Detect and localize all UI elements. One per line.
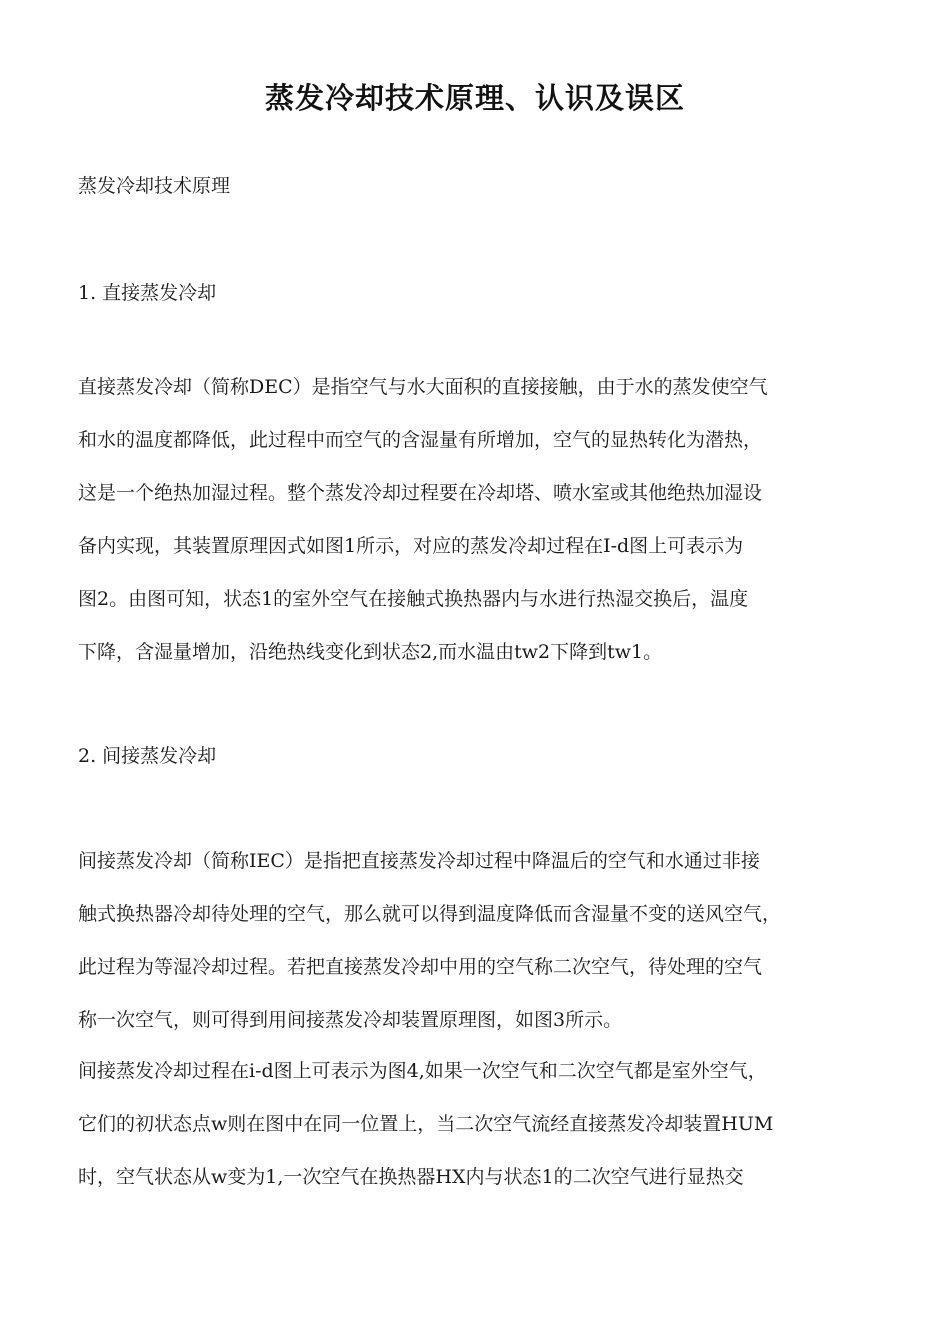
paragraph-line: 触式换热器冷却待处理的空气，那么就可以得到温度降低而含湿量不变的送风空气， — [78, 903, 782, 925]
paragraph-line: 这是一个绝热加湿过程。整个蒸发冷却过程要在冷却塔、喷水室或其他绝热加湿设 — [78, 482, 763, 504]
paragraph-line: 图2。由图可知，状态1的室外空气在接触式换热器内与水进行热湿交换后，温度 — [78, 588, 749, 610]
paragraph-line: 和水的温度都降低，此过程中而空气的含湿量有所增加，空气的显热转化为潜热， — [78, 429, 763, 451]
paragraph-line: 下降，含湿量增加，沿绝热线变化到状态2,而水温由tw2下降到tw1。 — [78, 641, 663, 663]
subsection-heading: 1. 直接蒸发冷却 — [78, 282, 217, 304]
paragraph-line: 间接蒸发冷却（简称IEC）是指把直接蒸发冷却过程中降温后的空气和水通过非接 — [78, 850, 760, 872]
subsection-heading: 2. 间接蒸发冷却 — [78, 745, 217, 767]
paragraph-line: 间接蒸发冷却过程在i-d图上可表示为图4,如果一次空气和二次空气都是室外空气， — [78, 1060, 767, 1082]
paragraph-line: 备内实现，其装置原理因式如图1所示，对应的蒸发冷却过程在I-d图上可表示为 — [78, 535, 744, 557]
paragraph-line: 直接蒸发冷却（简称DEC）是指空气与水大面积的直接接触，由于水的蒸发使空气 — [78, 376, 768, 398]
paragraph-line: 它们的初状态点w则在图中在同一位置上，当二次空气流经直接蒸发冷却装置HUM — [78, 1113, 774, 1135]
paragraph-line: 时，空气状态从w变为1,一次空气在换热器HX内与状态1的二次空气进行显热交 — [78, 1166, 744, 1188]
paragraph-line: 此过程为等湿冷却过程。若把直接蒸发冷却中用的空气称二次空气，待处理的空气 — [78, 956, 763, 978]
paragraph-line: 称一次空气，则可得到用间接蒸发冷却装置原理图，如图3所示。 — [78, 1009, 623, 1031]
document-title: 蒸发冷却技术原理、认识及误区 — [264, 81, 685, 115]
section-heading: 蒸发冷却技术原理 — [78, 175, 231, 197]
